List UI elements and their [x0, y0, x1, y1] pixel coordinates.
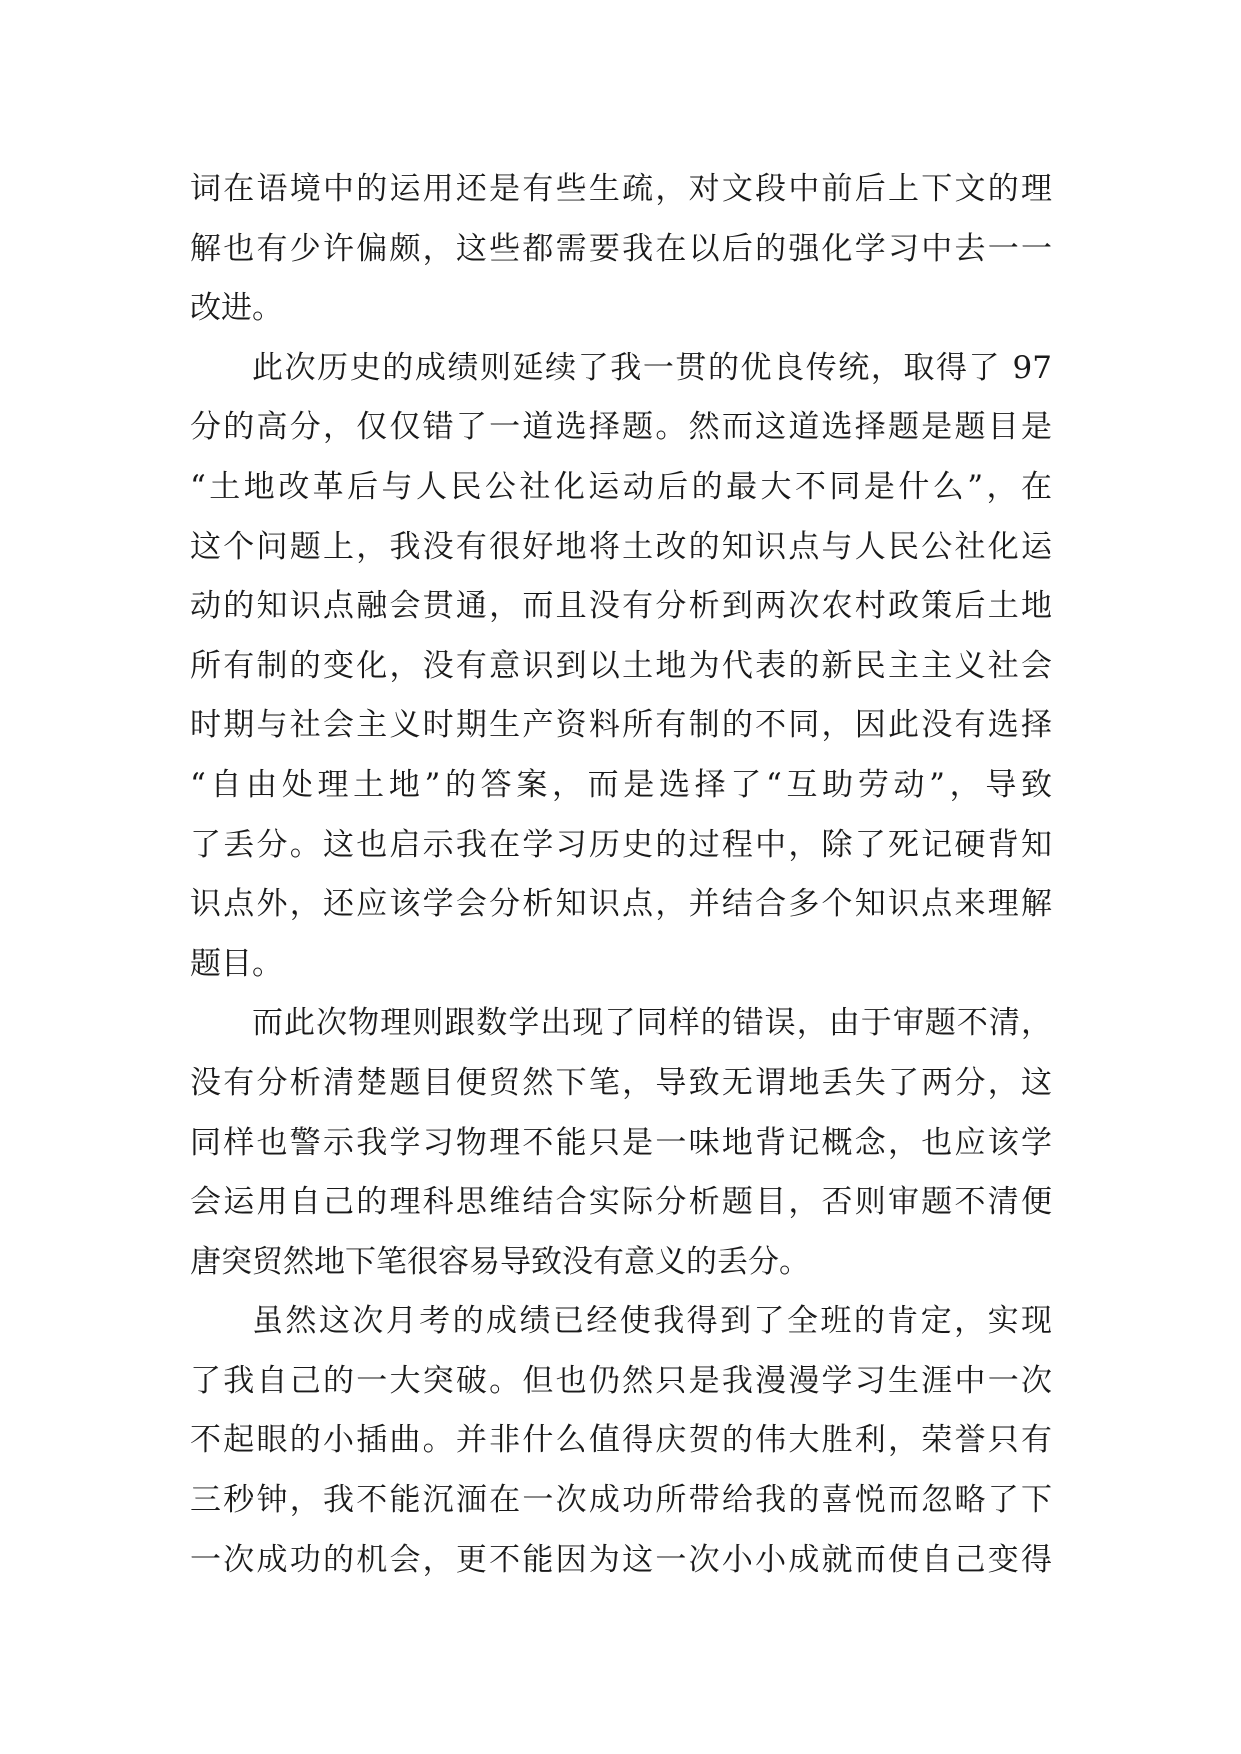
text-line: 分的高分，仅仅错了一道选择题。然而这道选择题是题目是: [190, 409, 1052, 446]
text-line: 时期与社会主义时期生产资料所有制的不同，因此没有选择: [190, 707, 1052, 744]
text-line: 所有制的变化，没有意识到以土地为代表的新民主主义社会: [190, 647, 1052, 684]
text-line: 虽然这次月考的成绩已经使我得到了全班的肯定，实现: [252, 1303, 1052, 1340]
text-line: 一次成功的机会，更不能因为这一次小小成就而使自己变得: [190, 1541, 1052, 1578]
text-line: 了丢分。这也启示我在学习历史的过程中，除了死记硬背知: [190, 826, 1052, 863]
text-line: 而此次物理则跟数学出现了同样的错误，由于审题不清，: [252, 1005, 1052, 1042]
text-line: 了我自己的一大突破。但也仍然只是我漫漫学习生涯中一次: [190, 1362, 1052, 1399]
text-line: 会运用自己的理科思维结合实际分析题目，否则审题不清便: [190, 1184, 1052, 1221]
paragraph-4: [190, 1292, 1052, 1590]
text-line: 三秒钟，我不能沉湎在一次成功所带给我的喜悦而忽略了下: [190, 1482, 1052, 1519]
document-body: [190, 160, 1052, 1590]
text-line: 改进。: [190, 290, 283, 327]
text-line: “自由处理土地”的答案，而是选择了“互助劳动”，导致: [190, 766, 1052, 803]
paragraph-3: [190, 994, 1052, 1292]
text-line: 唐突贸然地下笔很容易导致没有意义的丢分。: [190, 1243, 810, 1280]
text-line: “土地改革后与人民公社化运动后的最大不同是什么”，在: [190, 468, 1052, 505]
text-line: 题目。: [190, 945, 283, 982]
paragraph-2: [190, 339, 1052, 995]
text-line: 这个问题上，我没有很好地将土改的知识点与人民公社化运: [190, 528, 1052, 565]
text-line: 词在语境中的运用还是有些生疏，对文段中前后上下文的理: [190, 171, 1052, 207]
text-line: 动的知识点融会贯通，而且没有分析到两次农村政策后土地: [190, 588, 1052, 625]
text-line: 没有分析清楚题目便贸然下笔，导致无谓地丢失了两分，这: [190, 1064, 1052, 1101]
text-line: 同样也警示我学习物理不能只是一味地背记概念，也应该学: [190, 1124, 1052, 1161]
text-line: 不起眼的小插曲。并非什么值得庆贺的伟大胜利，荣誉只有: [190, 1422, 1052, 1459]
text-line: 此次历史的成绩则延续了我一贯的优良传统，取得了 97: [252, 349, 1052, 386]
text-line: 解也有少许偏颇，这些都需要我在以后的强化学习中去一一: [190, 230, 1052, 267]
text-line: 识点外，还应该学会分析知识点，并结合多个知识点来理解: [190, 886, 1052, 923]
paragraph-1: [190, 160, 1052, 339]
